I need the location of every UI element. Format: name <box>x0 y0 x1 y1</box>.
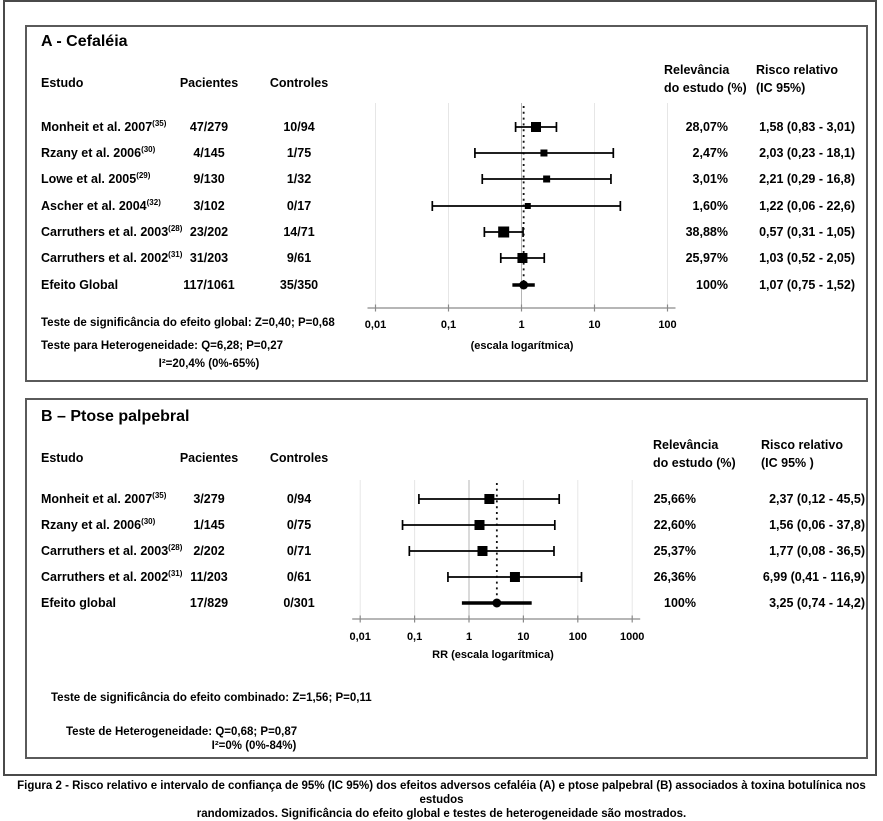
reference-superscript: (30) <box>141 516 156 526</box>
effect-size-square <box>498 227 509 238</box>
rr-ci-cell: 1,22 (0,06 - 22,6) <box>759 199 855 213</box>
patients-cell: 3/279 <box>193 492 225 506</box>
weight-cell: 2,47% <box>692 146 728 160</box>
patients-cell: 1/145 <box>193 518 225 532</box>
effect-size-square <box>540 150 547 157</box>
study-name: Monheit et al. 2007 <box>41 120 153 134</box>
weight-cell: 25,37% <box>653 544 696 558</box>
rr-ci-cell: 1,07 (0,75 - 1,52) <box>759 278 855 292</box>
panel-b-ptose-palpebral <box>25 398 868 759</box>
axis-tick-label: 1 <box>465 631 473 643</box>
col-header-controles: Controles <box>269 76 329 90</box>
weight-cell: 25,66% <box>653 492 696 506</box>
reference-superscript: (28) <box>168 223 183 233</box>
reference-superscript: (31) <box>168 568 183 578</box>
weight-header-line2: do estudo (%) <box>664 81 747 95</box>
weight-cell: 1,60% <box>692 199 728 213</box>
reference-superscript: (31) <box>168 249 183 259</box>
axis-tick-label: 0,01 <box>364 319 387 331</box>
axis-tick-label: 10 <box>517 631 530 643</box>
axis-tick-label: 1 <box>518 319 525 331</box>
study-name: Rzany et al. 2006 <box>41 518 142 532</box>
effect-size-square <box>475 520 485 530</box>
col-header-estudo: Estudo <box>41 76 84 90</box>
axis-label: RR (escala logarítmica) <box>432 649 554 661</box>
axis-tick-label: 10 <box>588 319 601 331</box>
weight-cell: 3,01% <box>692 172 728 186</box>
reference-superscript: (30) <box>141 144 156 154</box>
study-name: Carruthers et al. 2003 <box>41 544 169 558</box>
axis-tick-label: 1000 <box>619 631 645 643</box>
rr-ci-cell: 2,03 (0,23 - 18,1) <box>759 146 855 160</box>
weight-cell: 25,97% <box>685 251 728 265</box>
weight-cell: 38,88% <box>685 225 728 239</box>
weight-cell: 26,36% <box>653 570 696 584</box>
weight-header-line1: Relevância <box>653 438 719 452</box>
controls-cell: 0/61 <box>286 570 312 584</box>
study-name: Ascher et al. 2004 <box>41 199 147 213</box>
rr-ci-cell: 1,03 (0,52 - 2,05) <box>759 251 855 265</box>
reference-superscript: (28) <box>168 542 183 552</box>
study-name: Efeito Global <box>41 278 119 292</box>
patients-cell: 9/130 <box>193 172 225 186</box>
col-header-controles: Controles <box>269 451 329 465</box>
controls-cell: 14/71 <box>283 225 315 239</box>
study-name: Carruthers et al. 2003 <box>41 225 169 239</box>
rr-ci-cell: 2,37 (0,12 - 45,5) <box>769 492 865 506</box>
weight-cell: 100% <box>664 596 696 610</box>
patients-cell: 2/202 <box>193 544 225 558</box>
weight-cell: 28,07% <box>685 120 728 134</box>
axis-tick-label: 0,01 <box>349 631 371 643</box>
controls-cell: 0/75 <box>286 518 312 532</box>
weight-header-line1: Relevância <box>664 63 730 77</box>
effect-size-square <box>525 203 531 209</box>
axis-label: (escala logarítmica) <box>470 340 574 352</box>
controls-cell: 1/32 <box>286 172 312 186</box>
patients-cell: 47/279 <box>189 120 229 134</box>
rr-ci-cell: 2,21 (0,29 - 16,8) <box>759 172 855 186</box>
rr-ci-cell: 3,25 (0,74 - 14,2) <box>769 596 865 610</box>
patients-cell: 4/145 <box>193 146 225 160</box>
reference-superscript: (29) <box>136 170 151 180</box>
rr-ci-cell: 0,57 (0,31 - 1,05) <box>759 225 855 239</box>
footer-test-line: I²=0% (0%-84%) <box>211 740 297 752</box>
effect-size-square <box>543 176 550 183</box>
rr-header-line1: Risco relativo <box>756 63 838 77</box>
rr-ci-cell: 1,77 (0,08 - 36,5) <box>769 544 865 558</box>
patients-cell: 11/203 <box>190 570 228 584</box>
effect-size-square <box>531 122 541 132</box>
effect-size-square <box>517 253 527 263</box>
col-header-pacientes: Pacientes <box>179 451 239 465</box>
patients-cell: 117/1061 <box>183 278 235 292</box>
controls-cell: 0/17 <box>286 199 312 213</box>
panel-title: B – Ptose palpebral <box>41 408 190 425</box>
figure-caption <box>0 779 883 821</box>
controls-cell: 10/94 <box>283 120 315 134</box>
effect-size-square <box>477 546 487 556</box>
study-name: Rzany et al. 2006 <box>41 146 142 160</box>
rr-ci-cell: 6,99 (0,41 - 116,9) <box>762 570 865 584</box>
rr-header-line2: (IC 95%) <box>756 81 806 95</box>
study-name: Lowe et al. 2005 <box>41 172 137 186</box>
col-header-estudo: Estudo <box>41 451 84 465</box>
controls-cell: 35/350 <box>279 278 319 292</box>
controls-cell: 0/94 <box>286 492 312 506</box>
patients-cell: 3/102 <box>193 199 225 213</box>
rr-header-line1: Risco relativo <box>761 438 843 452</box>
rr-ci-cell: 1,58 (0,83 - 3,01) <box>759 120 855 134</box>
controls-cell: 0/301 <box>283 596 315 610</box>
rr-ci-cell: 1,56 (0,06 - 37,8) <box>769 518 865 532</box>
study-name: Carruthers et al. 2002 <box>41 251 169 265</box>
effect-size-square <box>510 572 520 582</box>
controls-cell: 9/61 <box>286 251 312 265</box>
patients-cell: 23/202 <box>189 225 229 239</box>
global-effect-marker <box>492 599 501 608</box>
weight-cell: 22,60% <box>653 518 696 532</box>
controls-cell: 0/71 <box>286 544 312 558</box>
axis-tick-label: 100 <box>568 631 587 643</box>
controls-cell: 1/75 <box>286 146 312 160</box>
patients-cell: 17/829 <box>189 596 229 610</box>
col-header-pacientes: Pacientes <box>179 76 239 90</box>
caption-line-1: Figura 2 - Risco relativo e intervalo de confiança de 95% (IC 95%) dos efeitos adversos cefaléia (A) e ptose palpebral (B) associados à toxina botulínica nos estudos <box>17 780 866 806</box>
footer-test-line: Teste de significância do efeito combinado: Z=1,56; P=0,11 <box>51 692 372 704</box>
footer-test-line: Teste de Heterogeneidade: Q=0,68; P=0,87 <box>66 726 298 738</box>
axis-tick-label: 100 <box>658 319 677 331</box>
study-name: Monheit et al. 2007 <box>41 492 153 506</box>
panel-title: A - Cefaléia <box>41 33 128 50</box>
axis-tick-label: 0,1 <box>440 319 457 331</box>
reference-superscript: (32) <box>146 197 161 207</box>
figure-border-frame <box>3 0 877 776</box>
caption-line-2: randomizados. Significância do efeito global e testes de heterogeneidade são mostrados. <box>196 808 687 820</box>
footer-test-line: I²=20,4% (0%-65%) <box>158 358 260 370</box>
reference-superscript: (35) <box>152 118 167 128</box>
weight-cell: 100% <box>696 278 728 292</box>
footer-test-line: Teste para Heterogeneidade: Q=6,28; P=0,27 <box>41 340 284 352</box>
study-name: Carruthers et al. 2002 <box>41 570 169 584</box>
effect-size-square <box>484 494 494 504</box>
global-effect-marker <box>519 281 528 290</box>
footer-test-line: Teste de significância do efeito global: Z=0,40; P=0,68 <box>41 317 335 329</box>
forest-plot-svg <box>27 27 866 380</box>
rr-header-line2: (IC 95% ) <box>761 456 814 470</box>
panel-a-cefaleia <box>25 25 868 382</box>
forest-plot-svg <box>27 400 866 757</box>
patients-cell: 31/203 <box>189 251 229 265</box>
weight-header-line2: do estudo (%) <box>653 456 736 470</box>
axis-tick-label: 0,1 <box>406 631 423 643</box>
study-name: Efeito global <box>41 596 116 610</box>
reference-superscript: (35) <box>152 490 167 500</box>
